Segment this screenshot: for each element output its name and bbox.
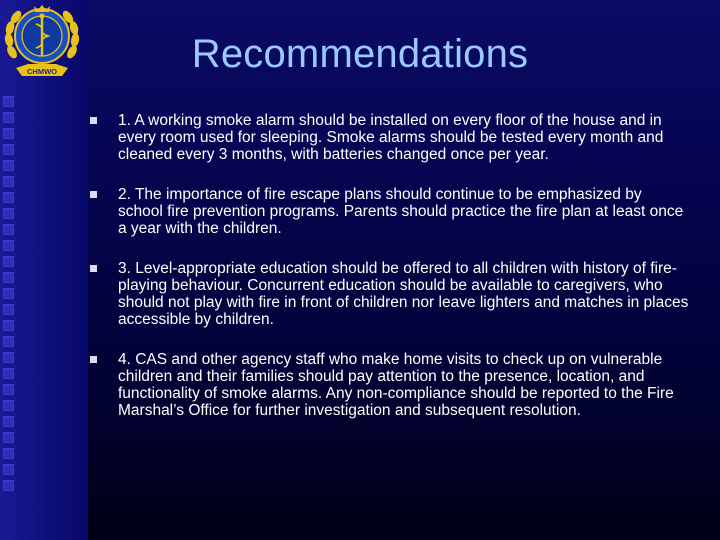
- list-item: [90, 186, 690, 237]
- decor-square-strip: [3, 96, 17, 536]
- square-bullet-icon: [90, 356, 97, 363]
- recommendation-text: 4. CAS and other agency staff who make home visits to check up on vulnerable children and their families should pay attention to the presence, location, and functionality of smoke alarms. Any non-compliance should be reported to the Fire Marshal’s Office for further investigation and subsequent resolution.: [118, 351, 674, 419]
- list-item: [90, 260, 690, 328]
- organization-logo: [2, 2, 82, 84]
- logo-ribbon-text: CHMWO: [27, 67, 57, 76]
- slide-title: Recommendations: [191, 32, 529, 76]
- recommendation-text: 1. A working smoke alarm should be installed on every floor of the house and in every room used for sleeping. Smoke alarms should be tested every month and cleaned every 3 months, with batteries changed once per year.: [118, 112, 664, 163]
- square-bullet-icon: [90, 191, 97, 198]
- recommendation-text: 2. The importance of fire escape plans should continue to be emphasized by school fire prevention programs. Parents should practice the fire plan at least once a year with the children.: [118, 186, 684, 237]
- square-bullet-icon: [90, 265, 97, 272]
- recommendation-text: 3. Level-appropriate education should be offered to all children with history of fire-playing behaviour. Concurrent education should be available to caregivers, who should not play with fire in front of children nor leave lighters and matches in places accessible by children.: [118, 260, 689, 328]
- square-bullet-icon: [90, 117, 97, 124]
- list-item: [90, 351, 690, 419]
- recommendations-list: [90, 112, 690, 419]
- list-item: [90, 112, 690, 163]
